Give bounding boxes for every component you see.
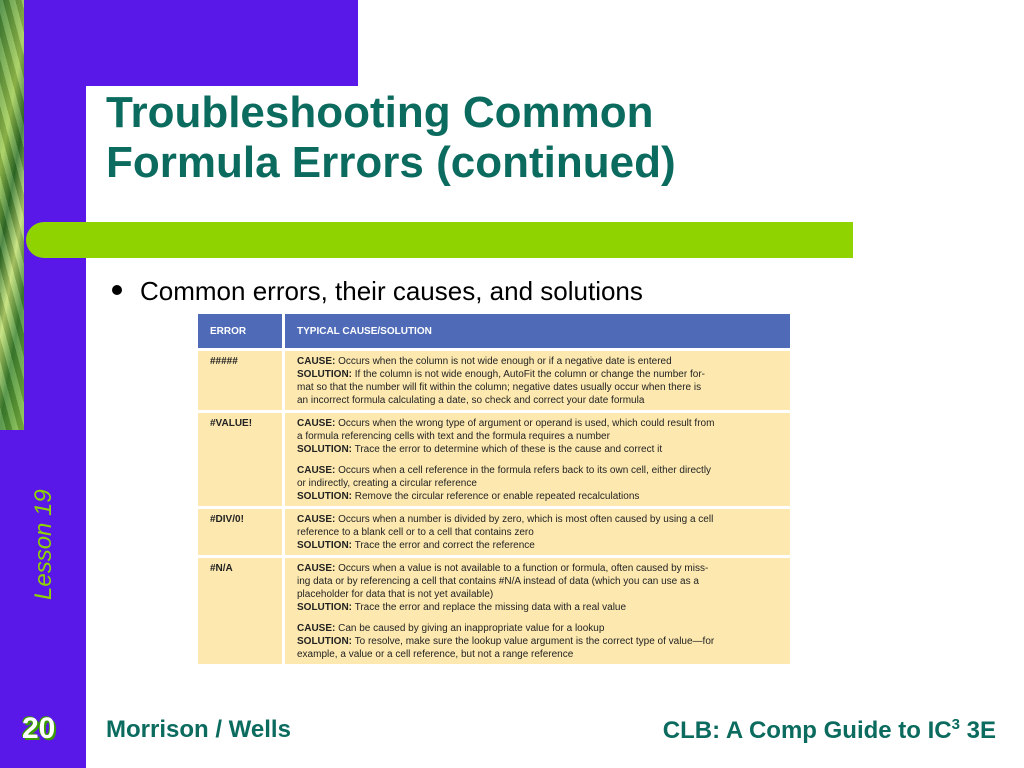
description-line: [297, 622, 780, 635]
cause-solution-cell: [285, 506, 790, 555]
block-gap: [297, 614, 780, 622]
description-line: [297, 648, 780, 661]
table-row: [198, 410, 790, 506]
description-line: [297, 368, 780, 381]
bullet-dot-icon: [112, 285, 122, 295]
line-text: Occurs when a cell reference in the formula refers back to its own cell, either directly: [335, 465, 712, 476]
description-line: [297, 526, 780, 539]
line-text: ing data or by referencing a cell that contains #N/A instead of data (which you can use as a: [297, 576, 699, 587]
line-text: placeholder for data that is not yet available): [297, 589, 494, 600]
table-row: [198, 348, 790, 410]
title-line-1: Troubleshooting Common: [106, 88, 654, 137]
line-text: Trace the error and correct the reference: [352, 540, 535, 551]
description-line: [297, 464, 780, 477]
title-underline-bar: [26, 222, 853, 258]
table-body: [198, 348, 790, 664]
line-label: SOLUTION:: [297, 540, 352, 551]
lesson-label: Lesson 19: [30, 489, 57, 600]
line-label: CAUSE:: [297, 465, 336, 476]
description-line: [297, 381, 780, 394]
top-band: [0, 0, 358, 86]
line-text: If the column is not wide enough, AutoFit the column or change the number for-: [352, 369, 705, 380]
line-text: a formula referencing cells with text and the formula requires a number: [297, 431, 610, 442]
line-text: Can be caused by giving an inappropriate value for a lookup: [335, 623, 605, 634]
line-label: CAUSE:: [297, 563, 336, 574]
line-text: Occurs when a number is divided by zero, which is most often caused by using a cell: [335, 514, 714, 525]
description-line: [297, 562, 780, 575]
footer-course: [663, 716, 996, 745]
error-code: #N/A: [198, 555, 285, 664]
grass-decoration: [0, 0, 24, 430]
error-code: #VALUE!: [198, 410, 285, 506]
line-text: Trace the error and replace the missing data with a real value: [352, 602, 627, 613]
error-code: #DIV/0!: [198, 506, 285, 555]
description-line: [297, 477, 780, 490]
cause-solution-cell: [285, 555, 790, 664]
footer-course-sup: 3: [951, 716, 960, 733]
header-cause-solution: TYPICAL CAUSE/SOLUTION: [285, 314, 790, 348]
bullet-text: Common errors, their causes, and solutions: [140, 276, 643, 306]
footer-authors: Morrison / Wells: [106, 716, 291, 743]
description-line: [297, 355, 780, 368]
description-line: [297, 490, 780, 503]
line-label: SOLUTION:: [297, 491, 352, 502]
table-header-row: [198, 314, 790, 348]
line-text: To resolve, make sure the lookup value argument is the correct type of value—for: [352, 636, 715, 647]
title-line-2: Formula Errors (continued): [106, 138, 676, 187]
description-line: [297, 513, 780, 526]
line-label: CAUSE:: [297, 623, 336, 634]
description-line: [297, 430, 780, 443]
description-line: [297, 443, 780, 456]
description-line: [297, 588, 780, 601]
description-line: [297, 575, 780, 588]
description-line: [297, 635, 780, 648]
line-text: mat so that the number will fit within the column; negative dates usually occur when there is: [297, 382, 702, 393]
error-code: #####: [198, 348, 285, 410]
line-label: SOLUTION:: [297, 444, 352, 455]
line-text: or indirectly, creating a circular reference: [297, 478, 477, 489]
errors-table: [198, 314, 790, 664]
block-gap: [297, 456, 780, 464]
slide-title: [106, 88, 826, 188]
line-text: an incorrect formula calculating a date, so check and correct your date formula: [297, 395, 645, 406]
line-text: Occurs when the column is not wide enough or if a negative date is entered: [335, 356, 672, 367]
line-text: Remove the circular reference or enable repeated recalculations: [352, 491, 640, 502]
slide-number: 20: [22, 712, 56, 745]
description-line: [297, 601, 780, 614]
line-label: CAUSE:: [297, 418, 336, 429]
footer-course-prefix: CLB: A Comp Guide to IC: [662, 717, 952, 744]
line-label: SOLUTION:: [297, 602, 352, 613]
line-text: Occurs when the wrong type of argument or operand is used, which could result from: [335, 418, 715, 429]
description-line: [297, 394, 780, 407]
header-error: ERROR: [198, 314, 285, 348]
description-line: [297, 417, 780, 430]
line-label: CAUSE:: [297, 356, 336, 367]
line-label: CAUSE:: [297, 514, 336, 525]
line-label: SOLUTION:: [297, 369, 352, 380]
cause-solution-cell: [285, 348, 790, 410]
description-line: [297, 539, 780, 552]
line-text: Occurs when a value is not available to a function or formula, often caused by miss-: [335, 563, 709, 574]
footer-course-suffix: 3E: [959, 717, 996, 744]
line-text: example, a value or a cell reference, but not a range reference: [297, 649, 574, 660]
cause-solution-cell: [285, 410, 790, 506]
bullet-item: [112, 276, 643, 307]
line-text: Trace the error to determine which of these is the cause and correct it: [352, 444, 663, 455]
line-text: reference to a blank cell or to a cell that contains zero: [297, 527, 534, 538]
table-row: [198, 506, 790, 555]
line-label: SOLUTION:: [297, 636, 352, 647]
table-row: [198, 555, 790, 664]
